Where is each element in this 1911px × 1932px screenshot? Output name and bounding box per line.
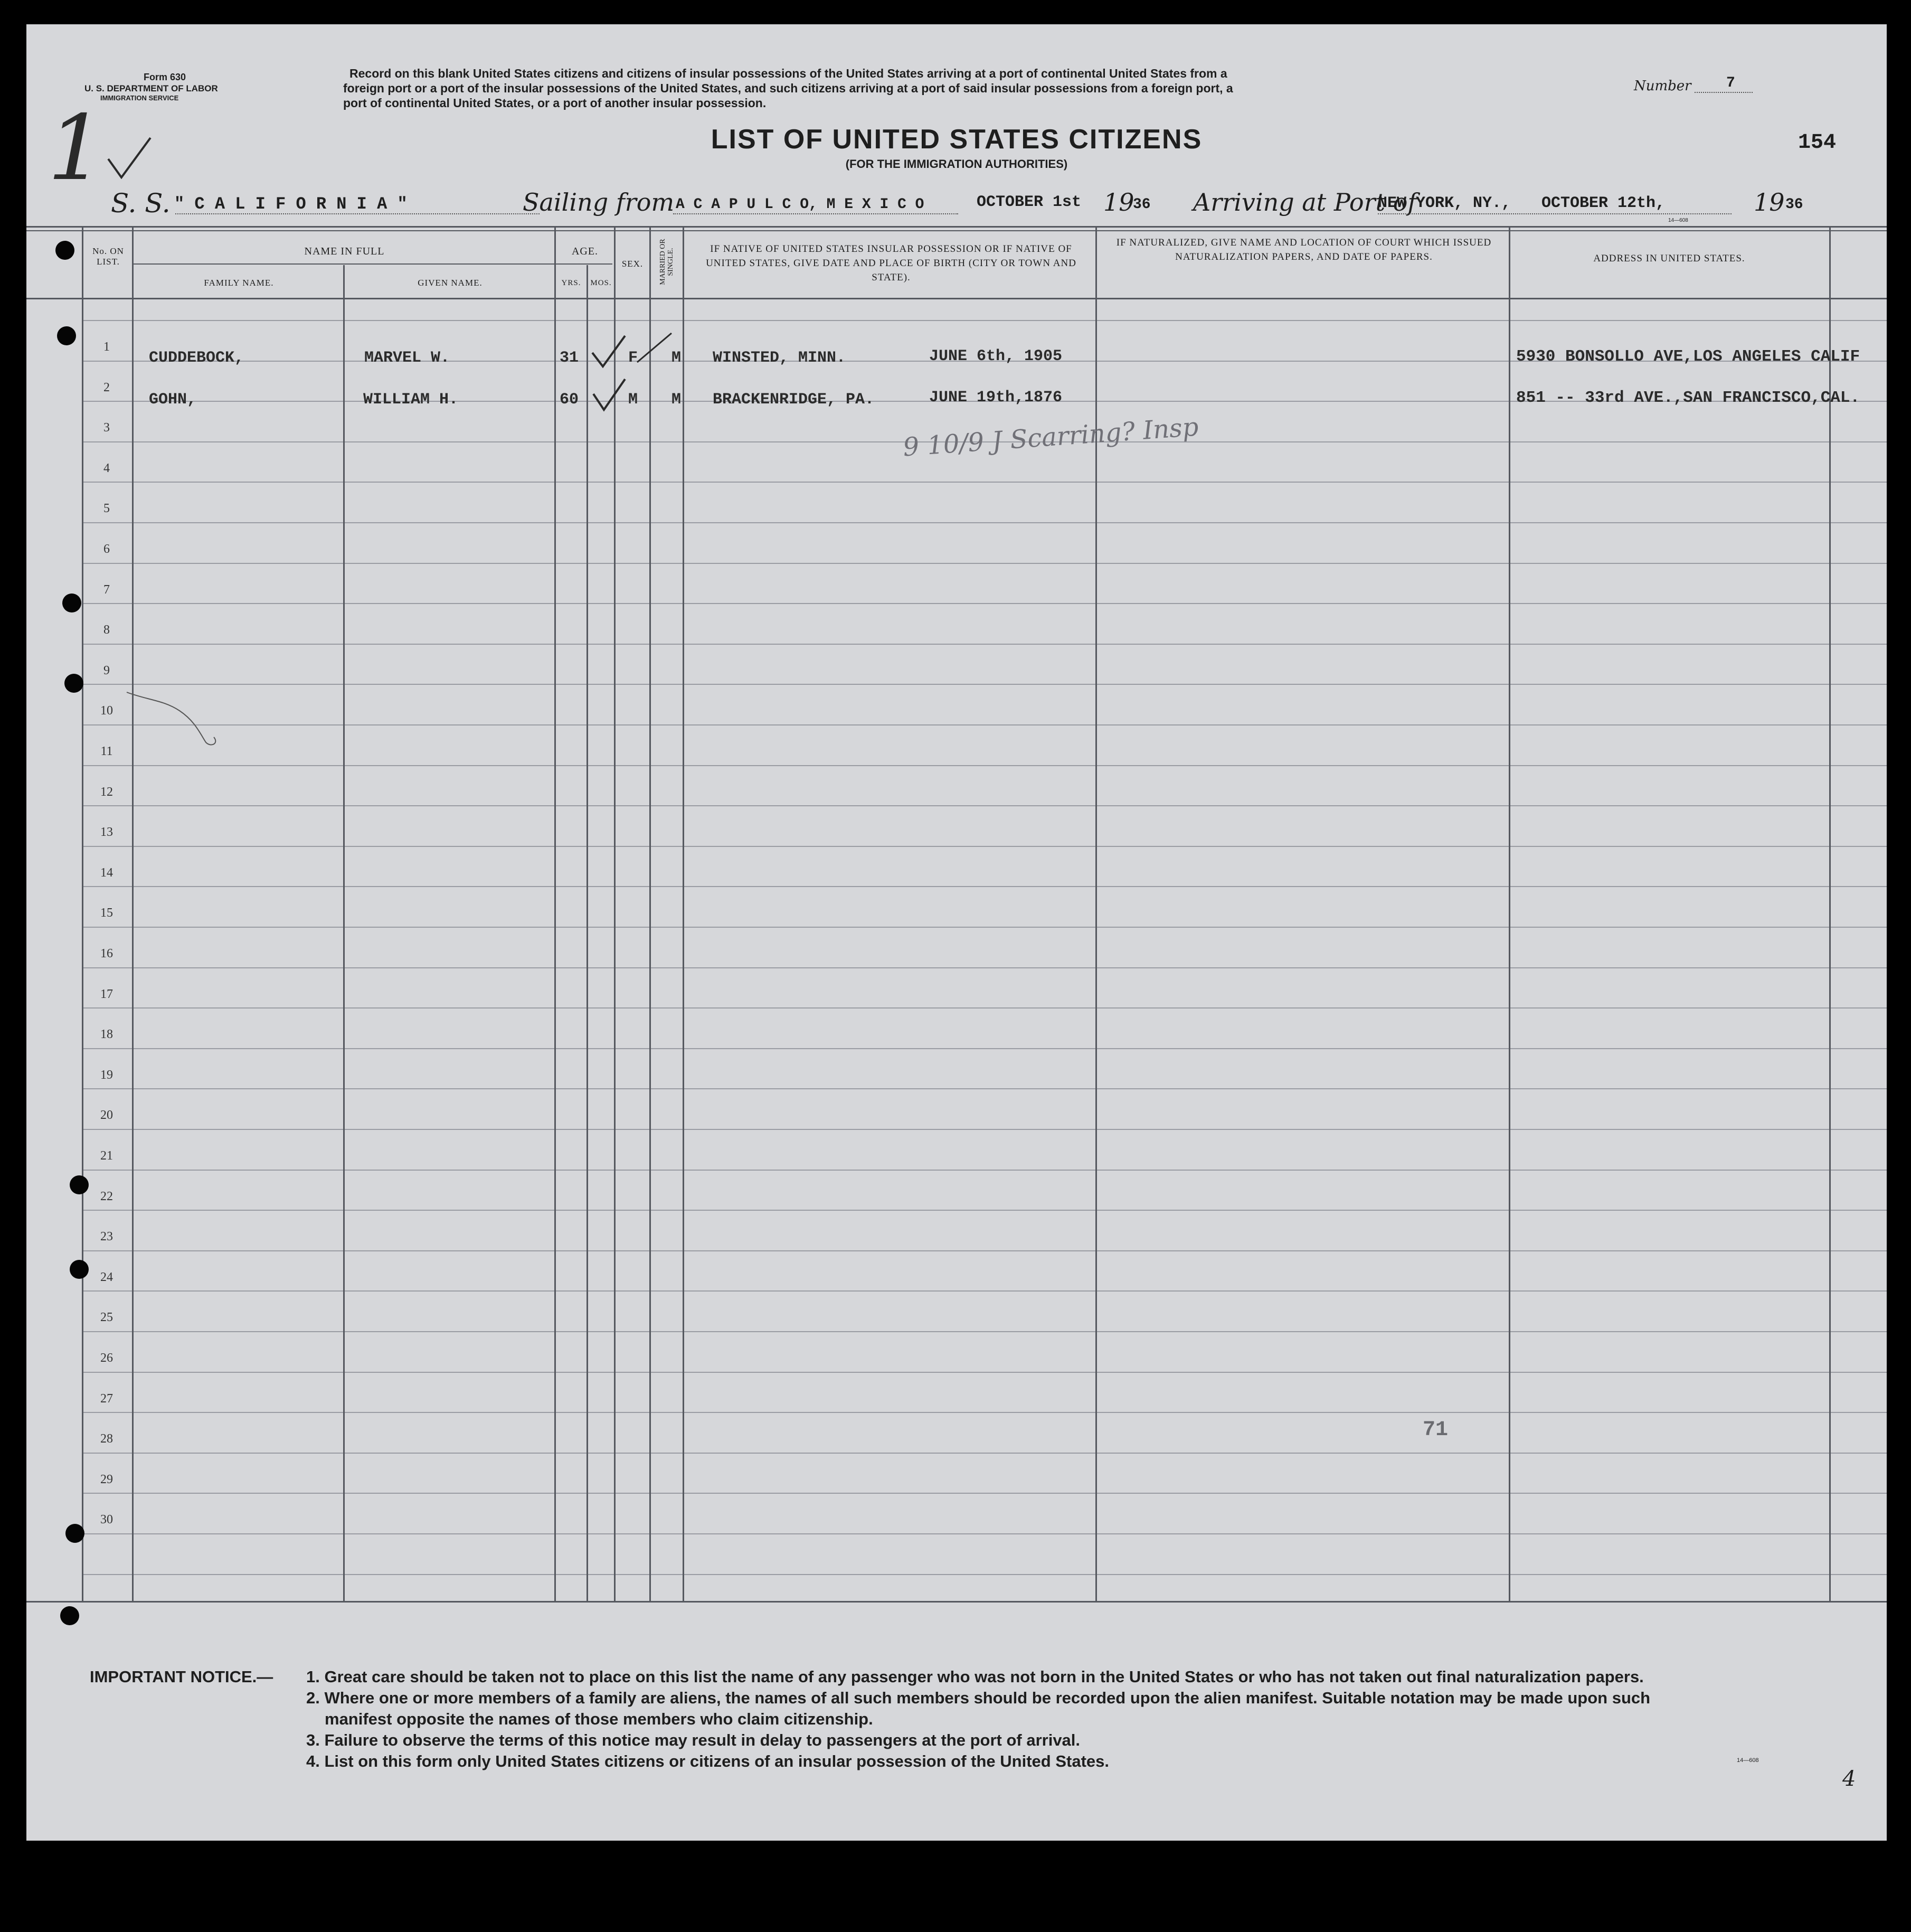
table-rule bbox=[82, 1007, 1887, 1009]
row-number: 13 bbox=[100, 825, 113, 840]
number-value: 7 bbox=[1726, 75, 1735, 91]
header-yrs: YRS. bbox=[561, 279, 581, 287]
row-number: 2 bbox=[103, 380, 110, 394]
corner-number: 4 bbox=[1842, 1767, 1856, 1791]
row-number: 18 bbox=[100, 1028, 113, 1042]
table-rule bbox=[82, 522, 1887, 523]
row-number: 16 bbox=[100, 947, 113, 960]
row-number: 17 bbox=[100, 987, 113, 1001]
header-sex: SEX. bbox=[621, 259, 644, 269]
table-rule bbox=[82, 967, 1887, 968]
arrival-year-suffix: 36 bbox=[1785, 196, 1803, 213]
passenger-2-sex: M bbox=[628, 391, 638, 409]
row-number: 1 bbox=[103, 340, 110, 354]
passenger-1-marital: M bbox=[671, 349, 682, 367]
row-number: 21 bbox=[100, 1149, 113, 1163]
checkmark-icon bbox=[587, 331, 677, 431]
ss-label: S. S. bbox=[111, 188, 171, 219]
col-line-no bbox=[82, 227, 83, 1602]
passenger-1-birthdate: JUNE 6th, 1905 bbox=[929, 347, 1063, 365]
col-line-marital bbox=[649, 227, 651, 1602]
arriving-label: Arriving at Port of bbox=[1193, 188, 1417, 216]
table-rule bbox=[82, 644, 1887, 645]
col-line-end bbox=[1829, 227, 1831, 1602]
punch-hole bbox=[70, 1260, 89, 1279]
passenger-2-yrs: 60 bbox=[560, 391, 579, 409]
ship-name: " C A L I F O R N I A " bbox=[174, 194, 408, 214]
table-rule bbox=[82, 886, 1887, 887]
row-number: 10 bbox=[100, 704, 113, 718]
row-number: 8 bbox=[103, 623, 110, 637]
sailing-from-label: Sailing from bbox=[523, 188, 675, 216]
table-rule bbox=[82, 320, 1887, 321]
header-birth: IF NATIVE OF UNITED STATES INSULAR POSSESSION OR IF NATIVE OF UNITED STATES, GIVE DATE AND PLACE OF BIRTH (CITY OR TOWN AND STATE). bbox=[706, 243, 1076, 283]
table-rule bbox=[82, 1372, 1887, 1373]
notice-heading: IMPORTANT NOTICE.— bbox=[90, 1667, 273, 1686]
header-name-in-full: NAME IN FULL bbox=[304, 246, 385, 257]
arrival-date: OCTOBER 12th, bbox=[1541, 194, 1666, 212]
table-rule bbox=[82, 805, 1887, 806]
sailing-date: OCTOBER 1st bbox=[977, 193, 1082, 211]
row-number: 4 bbox=[103, 461, 110, 475]
header-bottom-border bbox=[26, 298, 1887, 299]
age-header-divider bbox=[554, 263, 612, 265]
passenger-1-sex: F bbox=[628, 349, 638, 367]
col-line-mos bbox=[586, 265, 588, 1602]
passenger-2-family: GOHN, bbox=[149, 391, 197, 409]
arrival-port: NEW YORK, NY., bbox=[1378, 194, 1511, 212]
passenger-2-address: 851 -- 33rd AVE.,SAN FRANCISCO,CAL. bbox=[1516, 389, 1860, 407]
table-rule bbox=[82, 1331, 1887, 1332]
table-top-border bbox=[26, 226, 1887, 228]
row-number: 23 bbox=[100, 1230, 113, 1244]
header-mos: MOS. bbox=[590, 279, 612, 287]
table-rule bbox=[82, 927, 1887, 928]
name-header-divider bbox=[132, 263, 581, 265]
header-naturalized: IF NATURALIZED, GIVE NAME AND LOCATION OF COURT WHICH ISSUED NATURALIZATION PAPERS, AND DATE OF PAPERS. bbox=[1116, 237, 1492, 262]
sailing-port-underline bbox=[673, 213, 958, 214]
number-underline bbox=[1695, 92, 1753, 93]
table-rule bbox=[82, 1048, 1887, 1049]
row-number: 27 bbox=[100, 1391, 113, 1406]
sailing-year-suffix: 36 bbox=[1133, 196, 1151, 213]
table-rule bbox=[82, 1574, 1887, 1575]
row-number: 20 bbox=[100, 1108, 113, 1123]
row-number: 9 bbox=[103, 663, 110, 677]
row-number: 28 bbox=[100, 1432, 113, 1446]
col-line-given bbox=[343, 265, 345, 1602]
passenger-1-address: 5930 BONSOLLO AVE,LOS ANGELES CALIF bbox=[1516, 347, 1860, 366]
manifest-sheet bbox=[26, 24, 1887, 1841]
header-no: No. ON LIST. bbox=[92, 246, 124, 267]
punch-hole bbox=[60, 1606, 79, 1625]
row-number: 12 bbox=[100, 785, 113, 799]
passenger-1-family: CUDDEBOCK, bbox=[149, 349, 244, 367]
table-rule bbox=[82, 724, 1887, 725]
row-number: 22 bbox=[100, 1189, 113, 1203]
passenger-1-birthplace: WINSTED, MINN. bbox=[713, 349, 846, 367]
row-number: 29 bbox=[100, 1472, 113, 1486]
punch-hole bbox=[65, 1524, 84, 1543]
stamp-number: 71 bbox=[1423, 1418, 1449, 1442]
col-line-address bbox=[1509, 227, 1510, 1602]
notice-item-3: 3. Failure to observe the terms of this notice may result in delay to passengers at the port of arrival. bbox=[306, 1731, 1081, 1749]
table-rule bbox=[82, 1533, 1887, 1534]
ship-underline bbox=[175, 213, 540, 214]
table-rule bbox=[82, 1129, 1887, 1130]
table-top-border-2 bbox=[26, 230, 1887, 231]
header-married-single: MARRIED OR SINGLE. bbox=[659, 239, 675, 285]
passenger-2-given: WILLIAM H. bbox=[363, 391, 459, 409]
inspector-note: 9 10/9 J Scarring? Insp bbox=[902, 412, 1200, 463]
header-given-name: GIVEN NAME. bbox=[418, 278, 483, 288]
row-number: 11 bbox=[100, 744, 113, 758]
sailing-port: A C A P U L C O, M E X I C O bbox=[676, 196, 924, 213]
table-rule bbox=[82, 765, 1887, 766]
page-subtitle: (FOR THE IMMIGRATION AUTHORITIES) bbox=[845, 157, 1068, 171]
table-rule bbox=[82, 563, 1887, 564]
instruction-line-2: foreign port or a port of the insular possessions of the United States, and such citizens arriving at a port of said insular possessions from a foreign port, a bbox=[343, 81, 1233, 95]
table-rule bbox=[82, 1170, 1887, 1171]
passenger-2-birthdate: JUNE 19th,1876 bbox=[929, 389, 1063, 407]
punch-hole bbox=[55, 241, 74, 260]
notice-printer-mark: 14—608 bbox=[1737, 1757, 1759, 1764]
printer-mark: 14—608 bbox=[1668, 218, 1688, 223]
header-address: ADDRESS IN UNITED STATES. bbox=[1593, 253, 1745, 264]
passenger-2-birthplace: BRACKENRIDGE, PA. bbox=[713, 391, 875, 409]
notice-item-2-cont: manifest opposite the names of those members who claim citizenship. bbox=[325, 1710, 873, 1728]
table-rule bbox=[82, 1088, 1887, 1089]
number-label: Number bbox=[1634, 78, 1691, 94]
notice-item-1: 1. Great care should be taken not to place on this list the name of any passenger who was not born in the United States or who has not taken out final naturalization papers. bbox=[306, 1667, 1644, 1686]
col-line-yrs bbox=[554, 227, 556, 1602]
row-number: 5 bbox=[103, 502, 110, 516]
row-number: 19 bbox=[100, 1068, 113, 1082]
header-family-name: FAMILY NAME. bbox=[204, 278, 274, 288]
handwritten-mark: 1 bbox=[48, 96, 105, 201]
sailing-year-prefix: 19 bbox=[1103, 188, 1134, 216]
table-rule bbox=[82, 1250, 1887, 1251]
punch-hole bbox=[70, 1175, 89, 1194]
row-number: 14 bbox=[100, 865, 113, 880]
row-number: 30 bbox=[100, 1513, 113, 1527]
table-rule bbox=[82, 846, 1887, 847]
department-name: U. S. DEPARTMENT OF LABOR bbox=[84, 83, 218, 93]
passenger-2-marital: M bbox=[671, 391, 682, 409]
instruction-line-3: port of continental United States, or a port of another insular possession. bbox=[343, 96, 767, 110]
row-number: 26 bbox=[100, 1351, 113, 1365]
table-rule bbox=[82, 1412, 1887, 1413]
form-number: Form 630 bbox=[144, 72, 186, 82]
table-rule bbox=[82, 1290, 1887, 1292]
table-rule bbox=[82, 1493, 1887, 1494]
row-number: 6 bbox=[103, 542, 110, 556]
passenger-1-yrs: 31 bbox=[560, 349, 579, 367]
col-line-family bbox=[132, 227, 134, 1602]
punch-hole bbox=[62, 593, 81, 612]
table-rule bbox=[82, 603, 1887, 604]
row-number: 3 bbox=[103, 421, 110, 435]
table-rule bbox=[82, 1210, 1887, 1211]
col-line-birth bbox=[683, 227, 684, 1602]
row-number: 7 bbox=[103, 582, 110, 597]
service-name: IMMIGRATION SERVICE bbox=[100, 94, 179, 102]
col-line-sex bbox=[614, 227, 616, 1602]
table-rule bbox=[82, 482, 1887, 483]
table-bottom-border bbox=[26, 1601, 1887, 1603]
row-number: 24 bbox=[100, 1270, 113, 1284]
header-age: AGE. bbox=[571, 246, 599, 257]
arrival-underline bbox=[1378, 213, 1732, 214]
notice-item-4: 4. List on this form only United States citizens or citizens of an insular possession of the United States. bbox=[306, 1752, 1109, 1770]
passenger-1-given: MARVEL W. bbox=[364, 349, 450, 367]
punch-hole bbox=[57, 326, 76, 345]
arrival-year-prefix: 19 bbox=[1754, 188, 1785, 216]
notice-item-2: 2. Where one or more members of a family are aliens, the names of all such members should be recorded upon the alien manifest. Suitable notation may be made upon such bbox=[306, 1689, 1651, 1707]
pen-stroke bbox=[121, 684, 238, 753]
row-number: 15 bbox=[100, 906, 113, 920]
punch-hole bbox=[64, 674, 83, 693]
instruction-line-1: Record on this blank United States citizens and citizens of insular possessions of the United States arriving at a port of continental United States from a bbox=[349, 67, 1227, 80]
page-title: LIST OF UNITED STATES CITIZENS bbox=[711, 124, 1203, 155]
row-number: 25 bbox=[100, 1311, 113, 1325]
table-rule bbox=[82, 1453, 1887, 1454]
page-number: 154 bbox=[1798, 131, 1837, 155]
table-rule bbox=[82, 684, 1887, 685]
